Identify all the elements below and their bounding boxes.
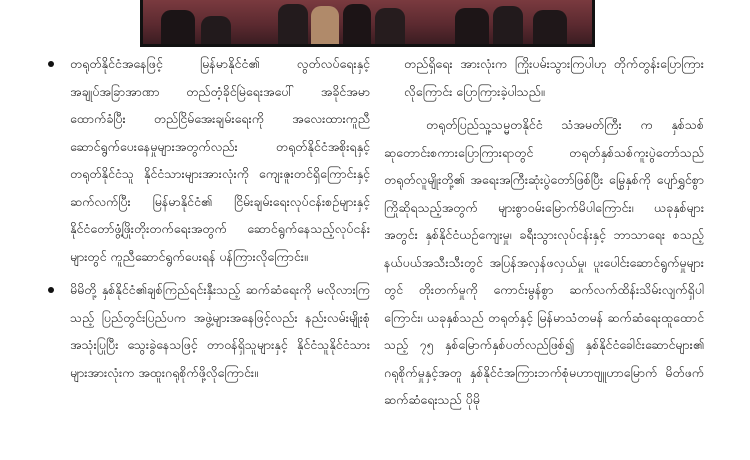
bullet-text: တရုတ်နိုင်ငံအနေဖြင့် မြန်မာနိုင်ငံ၏ လွတ်လပ်ရေးနှင့် အချုပ်အခြာအာဏာ တည်တံ့ခိုင်မြဲရေးအပေါ် အခိုင်အမာ ထောက်ခံပြီး တည်ငြိမ်အေးချမ်းရေးကို အလေးထားကူညီ ဆောင်ရွက်ပေးနေမှုများအတွက်လည်း တရုတ်နိုင်ငံအစိုးရနှင့် တရုတ်နိုင်ငံသူ နိုင်ငံသားများအားလုံးကို ကျေးဇူးတင်ရှိကြောင်းနှင့် ဆက်လက်ပြီး မြန်မာနိုင်ငံ၏ ငြိမ်းချမ်းရေးလုပ်ငန်းစဉ်များနှင့် နိုင်ငံတော်ဖွံ့ဖြိုးတိုးတက်ရေးအတွက် ဆောင်ရွက်နေသည့်လုပ်ငန်းများတွင် ကူညီဆောင်ရွက်ပေးရန် ပန်ကြားလိုကြောင်း။ <box>70 56 370 264</box>
photo-figure <box>375 8 405 44</box>
bullet-text: မိမိတို့ နှစ်နိုင်ငံ၏ချစ်ကြည်ရင်းနှီးသည့် ဆက်ဆံရေးကို မလိုလားကြသည့် ပြည်တွင်းပြည်ပက အဖွဲ့များအနေဖြင့်လည်း နည်းလမ်းမျိုးစုံအသုံးပြုပြီး သွေးခွဲနေသဖြင့် တာဝန်ရှိသူများနှင့် နိုင်ငံသူနိုင်ငံသားများအားလုံးက အထူးဂရုစိုက်ဖို့လိုကြောင်း။ <box>70 282 370 380</box>
photo-figure <box>533 10 567 44</box>
bullet-dot-icon <box>48 61 54 67</box>
bullet-dot-icon <box>48 287 54 293</box>
photo-figure <box>201 16 231 44</box>
paragraph-continuation: တည်ရှိရေး အားလုံးက ကြိုးပမ်းသွားကြပါဟု တိုက်တွန်းပြောကြားလိုကြောင်း ပြောကြားခဲ့ပါသည်။ <box>404 56 704 99</box>
right-column <box>384 50 704 420</box>
photo-figure <box>343 4 371 44</box>
left-column <box>48 50 370 392</box>
photo-figure <box>493 6 523 44</box>
paragraph: တရုတ်ပြည်သူ့သမ္မတနိုင်ငံ သံအမတ်ကြီး က နှစ်သစ်ဆုတောင်းစကားပြောကြားရာတွင် တရုတ်နှစ်သစ်ကူးပွဲတော်သည် တရုတ်လူမျိုးတို့၏ အရေးအကြီးဆုံးပွဲတော်ဖြစ်ပြီး မြွေနှစ်ကို ပျော်ရွှင်စွာကြိုဆိုရသည့်အတွက် များစွာဝမ်းမြောက်မိပါကြောင်း၊ ယခုနှစ်များအတွင်း နှစ်နိုင်ငံယဉ်ကျေးမှု၊ ခရီးသွားလုပ်ငန်းနှင့် ဘာသာရေး စသည့် နယ်ပယ်အသီးသီးတွင် အပြန်အလှန်ဖလှယ်မှု၊ ပူးပေါင်းဆောင်ရွက်မှုများတွင် တိုးတက်မှုကို ကောင်းမွန်စွာ ဆက်လက်ထိန်းသိမ်းလျက်ရှိပါကြောင်း၊ ယခုနှစ်သည် တရုတ်နှင့် မြန်မာသံတမန် ဆက်ဆံရေးထူထောင်သည့် ၇၅ နှစ်မြောက်နှစ်ပတ်လည်ဖြစ်၍ နှစ်နိုင်ငံခေါင်းဆောင်များ၏ ဂရုစိုက်မှုနှင့်အတူ နှစ်နိုင်ငံအကြားဘက်စုံမဟာဗျူဟာမြောက် မိတ်ဖက်ဆက်ဆံရေးသည် ပိုမို <box>384 117 704 407</box>
header-photo <box>140 0 595 47</box>
photo-figure <box>455 8 489 44</box>
photo-figure <box>161 10 195 44</box>
bullet-item <box>48 50 370 270</box>
photo-figure <box>278 4 308 44</box>
bullet-item <box>48 276 370 386</box>
photo-figure <box>311 6 339 44</box>
